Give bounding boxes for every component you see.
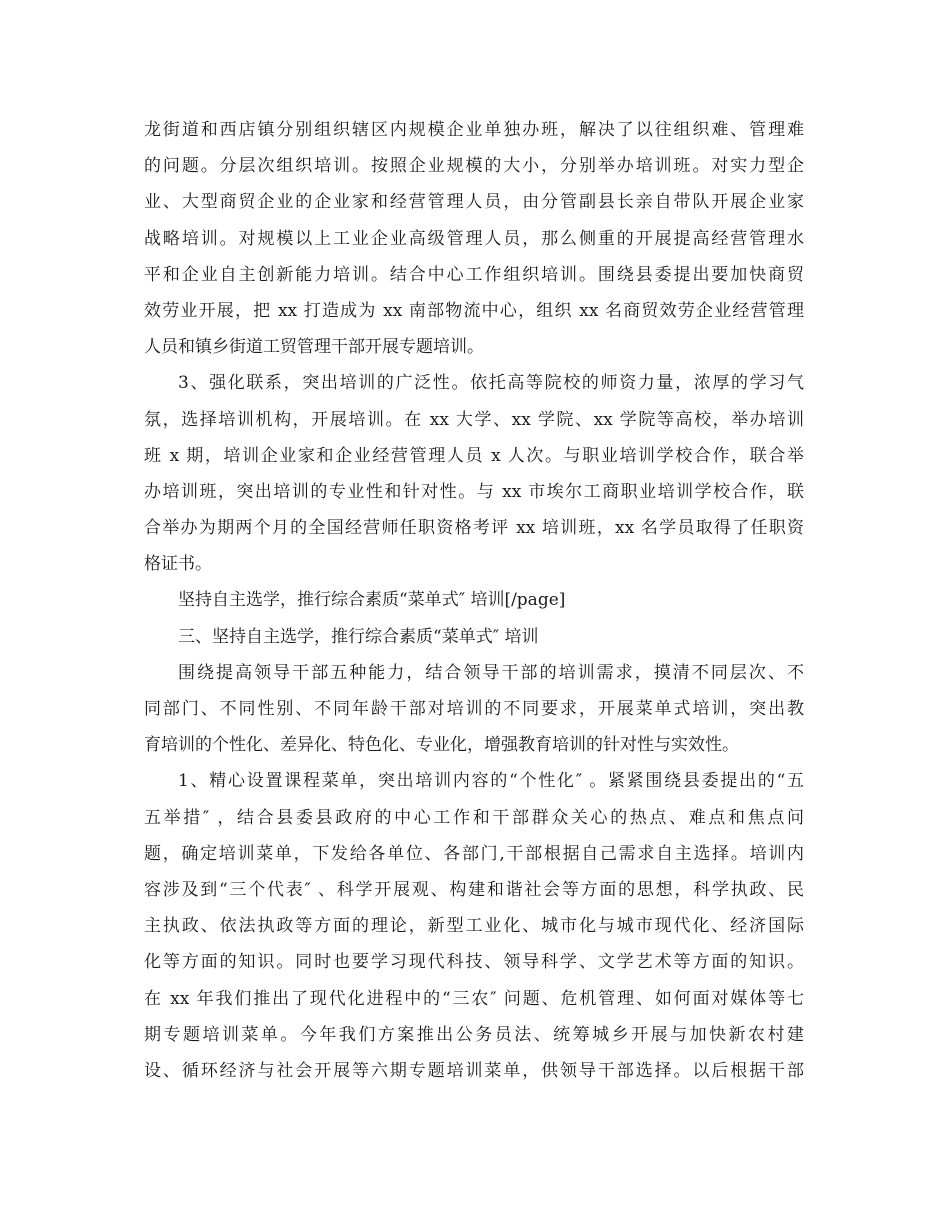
text-line: 班 x 期，培训企业家和企业经营管理人员 x 人次。与职业培训学校合作，联合举 (144, 445, 804, 466)
text-line: 3、强化联系，突出培训的广泛性。依托高等院校的师资力量，浓厚的学习气 (178, 373, 804, 394)
text-line: 坚持自主选学，推行综合素质“菜单式″ 培训[/page] (178, 590, 566, 611)
text-line: 人员和镇乡街道工贸管理干部开展专题培训。 (144, 337, 484, 358)
text-line: 的问题。分层次组织培训。按照企业规模的大小，分别举办培训班。对实力型企 (144, 156, 804, 177)
text-line: 题，确定培训菜单，下发给各单位、各部门,干部根据自己需求自主选择。培训内 (144, 843, 804, 864)
text-line: 五举措″ ，结合县委县政府的中心工作和干部群众关心的热点、难点和焦点问 (144, 807, 804, 828)
text-line: 氛，选择培训机构，开展培训。在 xx 大学、xx 学院、xx 学院等高校，举办培训 (144, 409, 804, 430)
text-line: 主执政、依法执政等方面的理论，新型工业化、城市化与城市现代化、经济国际 (144, 916, 804, 937)
text-line: 在 xx 年我们推出了现代化进程中的“三农″ 问题、危机管理、如何面对媒体等七 (144, 988, 804, 1009)
text-line: 业、大型商贸企业的企业家和经营管理人员，由分管副县长亲自带队开展企业家 (144, 192, 804, 213)
text-line: 战略培训。对规模以上工业企业高级管理人员，那么侧重的开展提高经营管理水 (144, 228, 804, 249)
text-line: 合举办为期两个月的全国经营师任职资格考评 xx 培训班，xx 名学员取得了任职资 (144, 518, 804, 539)
text-line: 同部门、不同性别、不同年龄干部对培训的不同要求，开展菜单式培训，突出教 (144, 699, 804, 719)
text-line: 化等方面的知识。同时也要学习现代科技、领导科学、文学艺术等方面的知识。 (144, 952, 804, 973)
text-line: 三、坚持自主选学，推行综合素质“菜单式″ 培训 (178, 626, 539, 647)
text-line: 龙街道和西店镇分别组织辖区内规模企业单独办班，解决了以往组织难、管理难 (144, 120, 804, 140)
text-line: 期专题培训菜单。今年我们方案推出公务员法、统筹城乡开展与加快新农村建 (144, 1024, 804, 1045)
text-line: 围绕提高领导干部五种能力，结合领导干部的培训需求，摸清不同层次、不 (178, 662, 804, 683)
text-line: 效劳业开展，把 xx 打造成为 xx 南部物流中心，组织 xx 名商贸效劳企业经营管理 (144, 300, 804, 321)
text-line: 格证书。 (144, 554, 212, 575)
text-line: 平和企业自主创新能力培训。结合中心工作组织培训。围绕县委提出要加快商贸 (144, 264, 804, 285)
text-line: 容涉及到“三个代表″ 、科学开展观、构建和谐社会等方面的思想，科学执政、民 (144, 879, 804, 900)
text-line: 设、循环经济与社会开展等六期专题培训菜单，供领导干部选择。以后根据干部 (144, 1060, 804, 1081)
text-line: 育培训的个性化、差异化、特色化、专业化，增强教育培训的针对性与实效性。 (144, 735, 739, 756)
text-line: 办培训班，突出培训的专业性和针对性。与 xx 市埃尔工商职业培训学校合作，联 (144, 481, 804, 502)
document-body (144, 112, 804, 1089)
text-line: 1、精心设置课程菜单，突出培训内容的“个性化″ 。紧紧围绕县委提出的“五 (178, 771, 804, 792)
